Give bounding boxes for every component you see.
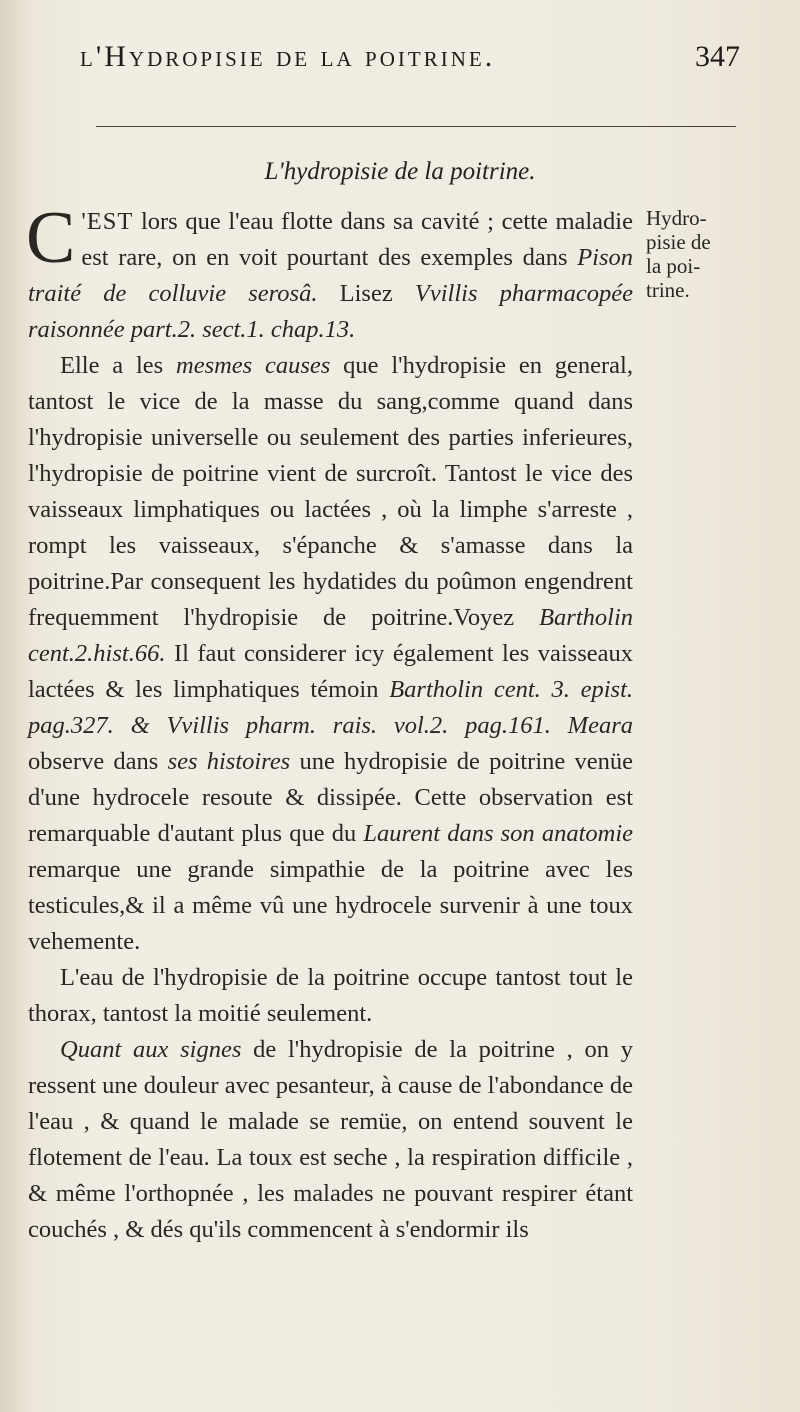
text-run: Il faut considerer icy également les vaisseaux lactées & les limphatiques témoin bbox=[28, 640, 633, 703]
citation: Pison traité de colluvie serosâ. bbox=[28, 244, 633, 307]
text-run: observe dans bbox=[28, 748, 168, 775]
emphasis: mesmes causes bbox=[176, 352, 331, 379]
citation: Bartholin cent. 3. epist. pag.327. & Vvillis pharm. rais. vol.2. pag.161. Meara bbox=[28, 676, 634, 739]
margin-note bbox=[646, 206, 726, 302]
page-number: 347 bbox=[695, 40, 740, 73]
paragraph-1 bbox=[26, 197, 633, 348]
margin-note-line: Hydro- bbox=[646, 206, 707, 230]
text-run: que l'hydropisie en general, tantost le vice de la masse du sang,comme quand dans l'hydropisie universelle ou seulement des parties inferieures, l'hydropisie de poitrine vient de surcroît. Tantost le vice des vaisseaux limphatiques ou lactées , où la limphe s'arreste , rompt les vaisseaux, s'épanche & s'amasse dans la poitrine.Par consequent les hydatides du poûmon engendrent frequemment l'hydropisie de poitrine.Voyez bbox=[28, 352, 633, 631]
paragraph-4 bbox=[28, 1032, 633, 1248]
citation: Vvillis pharmacopée raisonnée part.2. sect.1. chap.13. bbox=[28, 280, 633, 343]
citation: Laurent dans son anatomie bbox=[363, 820, 634, 847]
paragraph-2 bbox=[28, 348, 633, 960]
text-run: une hydropisie de poitrine venüe d'une hydrocele resoute & dissipée. Cette observation est remarquable d'autant plus que du bbox=[28, 748, 633, 847]
text-run: Elle a les bbox=[60, 352, 176, 379]
text-run: de l'hydropisie de la poitrine , on y ressent une douleur avec pesanteur, à cause de l'abondance de l'eau , & quand le malade se remüe, on entend souvent le flotement de l'eau. La toux est seche , la respiration difficile , & même l'orthopnée , les malades ne pouvant respirer étant couchés , & dés qu'ils commencent à s'endormir ils bbox=[28, 1036, 633, 1243]
margin-note-line: la poi- bbox=[646, 254, 701, 278]
margin-note-line: trine. bbox=[646, 278, 690, 302]
emphasis: Quant aux signes bbox=[60, 1036, 242, 1063]
opening-caps: 'EST bbox=[81, 208, 134, 235]
section-title: L'hydropisie de la poitrine. bbox=[264, 158, 536, 185]
body-text bbox=[26, 197, 634, 1248]
text-run: Lisez bbox=[317, 280, 415, 307]
running-head bbox=[80, 40, 740, 74]
text-run: lors que l'eau flotte dans sa cavité ; cette maladie est rare, on en voit pourtant des exemples dans bbox=[81, 208, 633, 271]
header-rule bbox=[96, 126, 736, 127]
margin-note-line: pisie de bbox=[646, 230, 711, 254]
citation: Bartholin cent.2.hist.66. bbox=[28, 604, 633, 667]
paragraph-3: L'eau de l'hydropisie de la poitrine occupe tantost tout le thorax, tantost la moitié seulement. bbox=[28, 964, 633, 1027]
citation: ses histoires bbox=[167, 748, 291, 775]
drop-cap: C bbox=[26, 197, 76, 279]
running-title: l'Hydropisie de la poitrine. bbox=[80, 40, 496, 73]
text-run: remarque une grande simpathie de la poitrine avec les testicules,& il a même vû une hydrocele survenir à une toux vehemente. bbox=[28, 856, 633, 955]
